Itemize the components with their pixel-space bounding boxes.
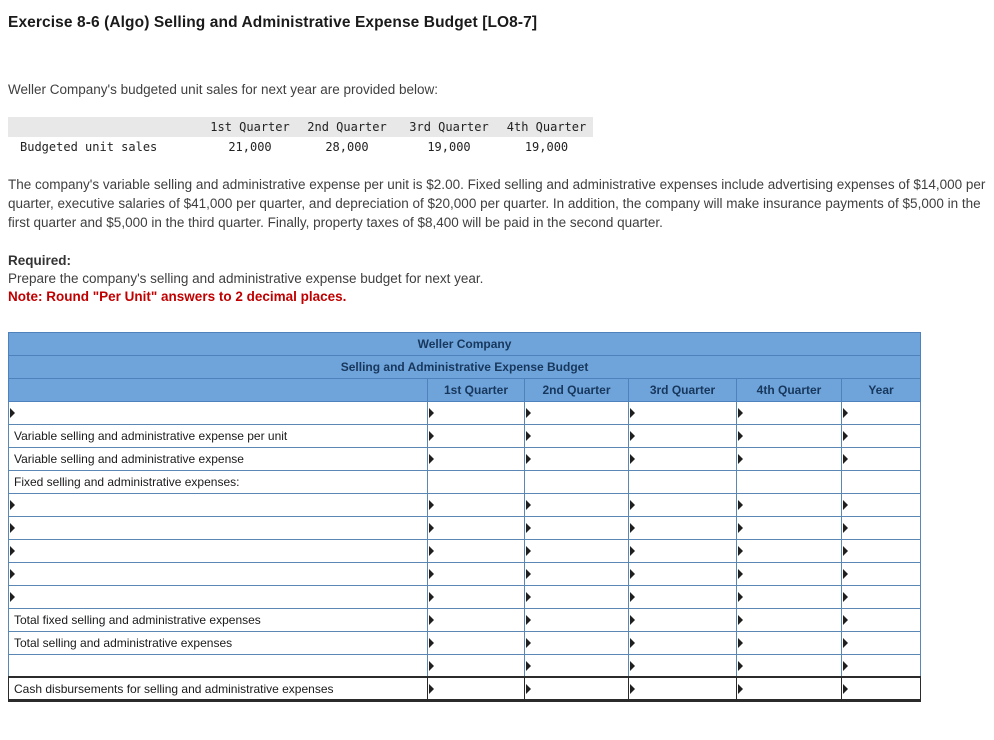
data-input-cell[interactable] xyxy=(428,677,525,700)
input-caret-icon xyxy=(10,500,15,510)
worksheet-row xyxy=(9,677,921,700)
data-input-cell[interactable] xyxy=(525,493,629,516)
worksheet-row xyxy=(9,539,921,562)
intro-text: Weller Company's budgeted unit sales for next year are provided below: xyxy=(8,82,439,97)
data-input-cell[interactable] xyxy=(842,631,921,654)
data-input-cell[interactable] xyxy=(629,539,737,562)
input-caret-icon xyxy=(526,546,531,556)
data-input-cell[interactable] xyxy=(428,608,525,631)
worksheet-row xyxy=(9,401,921,424)
worksheet-column-header-row xyxy=(9,378,921,401)
worksheet-row xyxy=(9,470,921,493)
input-caret-icon xyxy=(526,592,531,602)
worksheet-row xyxy=(9,631,921,654)
data-input-cell[interactable] xyxy=(525,447,629,470)
row-label-cell xyxy=(9,608,428,631)
data-input-cell[interactable] xyxy=(629,424,737,447)
data-input-cell[interactable] xyxy=(525,631,629,654)
required-label: Required: xyxy=(8,253,72,269)
data-input-cell[interactable] xyxy=(428,539,525,562)
input-caret-icon xyxy=(526,569,531,579)
data-input-cell[interactable] xyxy=(737,562,842,585)
sales-value-q1: 21,000 xyxy=(204,137,296,157)
worksheet-row xyxy=(9,608,921,631)
data-input-cell[interactable] xyxy=(842,562,921,585)
input-caret-icon xyxy=(429,500,434,510)
data-input-cell[interactable] xyxy=(737,401,842,424)
worksheet-body xyxy=(9,401,921,700)
data-input-cell[interactable] xyxy=(629,585,737,608)
sales-value-q4: 19,000 xyxy=(500,137,593,157)
input-caret-icon xyxy=(630,592,635,602)
input-caret-icon xyxy=(10,546,15,556)
data-input-cell[interactable] xyxy=(842,493,921,516)
data-input-cell[interactable] xyxy=(842,654,921,677)
data-input-cell[interactable] xyxy=(428,447,525,470)
input-caret-icon xyxy=(429,454,434,464)
input-caret-icon xyxy=(630,546,635,556)
input-caret-icon xyxy=(630,569,635,579)
data-input-cell[interactable] xyxy=(428,401,525,424)
worksheet-col-year: Year xyxy=(842,378,921,401)
budgeted-unit-sales-table xyxy=(8,117,593,157)
data-input-cell[interactable] xyxy=(737,608,842,631)
sales-value-q3: 19,000 xyxy=(398,137,500,157)
input-caret-icon xyxy=(843,408,848,418)
row-label: Total selling and administrative expenses xyxy=(14,635,233,650)
input-caret-icon xyxy=(10,592,15,602)
input-caret-icon xyxy=(10,408,15,418)
worksheet-subtitle-row xyxy=(9,355,921,378)
data-input-cell[interactable] xyxy=(842,401,921,424)
worksheet-table xyxy=(8,332,921,702)
input-caret-icon xyxy=(843,569,848,579)
input-caret-icon xyxy=(843,684,848,694)
sales-value-q2: 28,000 xyxy=(296,137,398,157)
data-input-cell[interactable] xyxy=(737,631,842,654)
row-label: Total fixed selling and administrative expenses xyxy=(14,612,261,627)
data-input-cell[interactable] xyxy=(842,677,921,700)
input-caret-icon xyxy=(429,408,434,418)
input-caret-icon xyxy=(429,684,434,694)
worksheet-col-q4: 4th Quarter xyxy=(737,378,842,401)
worksheet-col-blank xyxy=(9,378,428,401)
worksheet-row xyxy=(9,654,921,677)
worksheet-col-q3: 3rd Quarter xyxy=(629,378,737,401)
data-input-cell[interactable] xyxy=(525,654,629,677)
row-label: Variable selling and administrative expense per unit xyxy=(14,428,288,443)
data-input-cell[interactable] xyxy=(737,539,842,562)
input-caret-icon xyxy=(526,661,531,671)
input-caret-icon xyxy=(10,569,15,579)
page-title: Exercise 8-6 (Algo) Selling and Administrative Expense Budget [LO8-7] xyxy=(8,14,538,31)
data-input-cell[interactable] xyxy=(525,424,629,447)
row-label: Fixed selling and administrative expenses: xyxy=(14,474,240,489)
data-input-cell[interactable] xyxy=(737,447,842,470)
label-input-cell[interactable] xyxy=(9,562,428,585)
data-input-cell[interactable] xyxy=(629,562,737,585)
row-label-cell xyxy=(9,447,428,470)
sales-header-row xyxy=(8,117,593,137)
input-caret-icon xyxy=(738,454,743,464)
input-caret-icon xyxy=(429,661,434,671)
input-caret-icon xyxy=(630,615,635,625)
data-input-cell[interactable] xyxy=(428,516,525,539)
rounding-note: Note: Round "Per Unit" answers to 2 decimal places. xyxy=(8,289,347,305)
label-input-cell[interactable] xyxy=(9,401,428,424)
data-input-cell[interactable] xyxy=(629,447,737,470)
input-caret-icon xyxy=(630,500,635,510)
label-input-cell[interactable] xyxy=(9,516,428,539)
data-cell xyxy=(428,470,525,493)
input-caret-icon xyxy=(843,638,848,648)
input-caret-icon xyxy=(843,500,848,510)
sales-header-q2: 2nd Quarter xyxy=(296,117,398,137)
data-input-cell[interactable] xyxy=(842,424,921,447)
data-input-cell[interactable] xyxy=(737,654,842,677)
row-label: Cash disbursements for selling and administrative expenses xyxy=(14,681,334,696)
sales-data-row xyxy=(8,137,593,157)
data-input-cell[interactable] xyxy=(525,585,629,608)
data-input-cell[interactable] xyxy=(737,493,842,516)
input-caret-icon xyxy=(738,523,743,533)
worksheet-row xyxy=(9,516,921,539)
input-caret-icon xyxy=(429,431,434,441)
input-caret-icon xyxy=(526,615,531,625)
input-caret-icon xyxy=(843,592,848,602)
data-input-cell[interactable] xyxy=(525,562,629,585)
data-input-cell[interactable] xyxy=(629,401,737,424)
data-input-cell[interactable] xyxy=(428,424,525,447)
row-label-cell xyxy=(9,654,428,677)
data-input-cell[interactable] xyxy=(629,493,737,516)
problem-body-text: The company's variable selling and administrative expense per unit is $2.00. Fixed selling and administrative expenses include advertising expenses of $14,000 per quarter, executive salaries of $41,000 per quarter, and depreciation of $20,000 per quarter. In addition, the company will make insurance payments of $5,000 in the first quarter and $5,000 in the third quarter. Finally, property taxes of $8,400 will be paid in the second quarter. xyxy=(8,177,986,231)
worksheet-title: Weller Company xyxy=(9,332,921,355)
data-input-cell[interactable] xyxy=(737,585,842,608)
data-input-cell[interactable] xyxy=(428,654,525,677)
data-cell xyxy=(629,470,737,493)
label-input-cell[interactable] xyxy=(9,585,428,608)
data-input-cell[interactable] xyxy=(428,562,525,585)
data-input-cell[interactable] xyxy=(629,654,737,677)
data-input-cell[interactable] xyxy=(525,539,629,562)
row-label-cell xyxy=(9,677,428,700)
input-caret-icon xyxy=(843,431,848,441)
input-caret-icon xyxy=(526,500,531,510)
worksheet-row xyxy=(9,493,921,516)
worksheet-subtitle: Selling and Administrative Expense Budget xyxy=(9,355,921,378)
row-label-cell xyxy=(9,424,428,447)
worksheet-col-q1: 1st Quarter xyxy=(428,378,525,401)
data-cell xyxy=(842,470,921,493)
sales-header-q1: 1st Quarter xyxy=(204,117,296,137)
data-input-cell[interactable] xyxy=(842,447,921,470)
data-cell xyxy=(525,470,629,493)
input-caret-icon xyxy=(738,500,743,510)
data-cell xyxy=(737,470,842,493)
input-caret-icon xyxy=(843,454,848,464)
data-input-cell[interactable] xyxy=(525,516,629,539)
input-caret-icon xyxy=(526,523,531,533)
data-input-cell[interactable] xyxy=(842,608,921,631)
input-caret-icon xyxy=(630,523,635,533)
sales-header-q3: 3rd Quarter xyxy=(398,117,500,137)
data-input-cell[interactable] xyxy=(842,585,921,608)
data-input-cell[interactable] xyxy=(737,424,842,447)
data-input-cell[interactable] xyxy=(428,585,525,608)
input-caret-icon xyxy=(738,638,743,648)
input-caret-icon xyxy=(738,431,743,441)
worksheet-row xyxy=(9,424,921,447)
data-input-cell[interactable] xyxy=(737,516,842,539)
label-input-cell[interactable] xyxy=(9,493,428,516)
input-caret-icon xyxy=(526,408,531,418)
input-caret-icon xyxy=(429,569,434,579)
data-input-cell[interactable] xyxy=(842,539,921,562)
input-caret-icon xyxy=(738,546,743,556)
sales-header-q4: 4th Quarter xyxy=(500,117,593,137)
input-caret-icon xyxy=(526,684,531,694)
input-caret-icon xyxy=(429,638,434,648)
required-text: Prepare the company's selling and administrative expense budget for next year. xyxy=(8,271,484,287)
input-caret-icon xyxy=(526,431,531,441)
input-caret-icon xyxy=(843,546,848,556)
input-caret-icon xyxy=(429,546,434,556)
row-label-cell xyxy=(9,470,428,493)
required-block xyxy=(8,252,986,305)
data-input-cell[interactable] xyxy=(428,493,525,516)
data-input-cell[interactable] xyxy=(842,516,921,539)
worksheet-col-q2: 2nd Quarter xyxy=(525,378,629,401)
input-caret-icon xyxy=(630,684,635,694)
data-input-cell[interactable] xyxy=(525,608,629,631)
data-input-cell[interactable] xyxy=(629,608,737,631)
input-caret-icon xyxy=(843,615,848,625)
data-input-cell[interactable] xyxy=(525,677,629,700)
worksheet-row xyxy=(9,562,921,585)
input-caret-icon xyxy=(738,592,743,602)
input-caret-icon xyxy=(738,569,743,579)
input-caret-icon xyxy=(429,615,434,625)
row-label: Variable selling and administrative expense xyxy=(14,451,244,466)
data-input-cell[interactable] xyxy=(629,677,737,700)
input-caret-icon xyxy=(630,638,635,648)
data-input-cell[interactable] xyxy=(629,516,737,539)
input-caret-icon xyxy=(738,615,743,625)
input-caret-icon xyxy=(738,684,743,694)
input-caret-icon xyxy=(630,454,635,464)
input-caret-icon xyxy=(843,661,848,671)
input-caret-icon xyxy=(630,431,635,441)
input-caret-icon xyxy=(429,523,434,533)
sales-row-label: Budgeted unit sales xyxy=(8,137,204,157)
row-label-cell xyxy=(9,631,428,654)
input-caret-icon xyxy=(526,454,531,464)
worksheet-container xyxy=(8,332,986,702)
input-caret-icon xyxy=(738,408,743,418)
input-caret-icon xyxy=(630,408,635,418)
sales-header-blank xyxy=(8,117,204,137)
data-input-cell[interactable] xyxy=(737,677,842,700)
label-input-cell[interactable] xyxy=(9,539,428,562)
worksheet-row xyxy=(9,447,921,470)
data-input-cell[interactable] xyxy=(525,401,629,424)
input-caret-icon xyxy=(630,661,635,671)
data-input-cell[interactable] xyxy=(428,631,525,654)
input-caret-icon xyxy=(10,523,15,533)
input-caret-icon xyxy=(843,523,848,533)
input-caret-icon xyxy=(526,638,531,648)
worksheet-row xyxy=(9,585,921,608)
input-caret-icon xyxy=(738,661,743,671)
input-caret-icon xyxy=(429,592,434,602)
worksheet-title-row xyxy=(9,332,921,355)
data-input-cell[interactable] xyxy=(629,631,737,654)
